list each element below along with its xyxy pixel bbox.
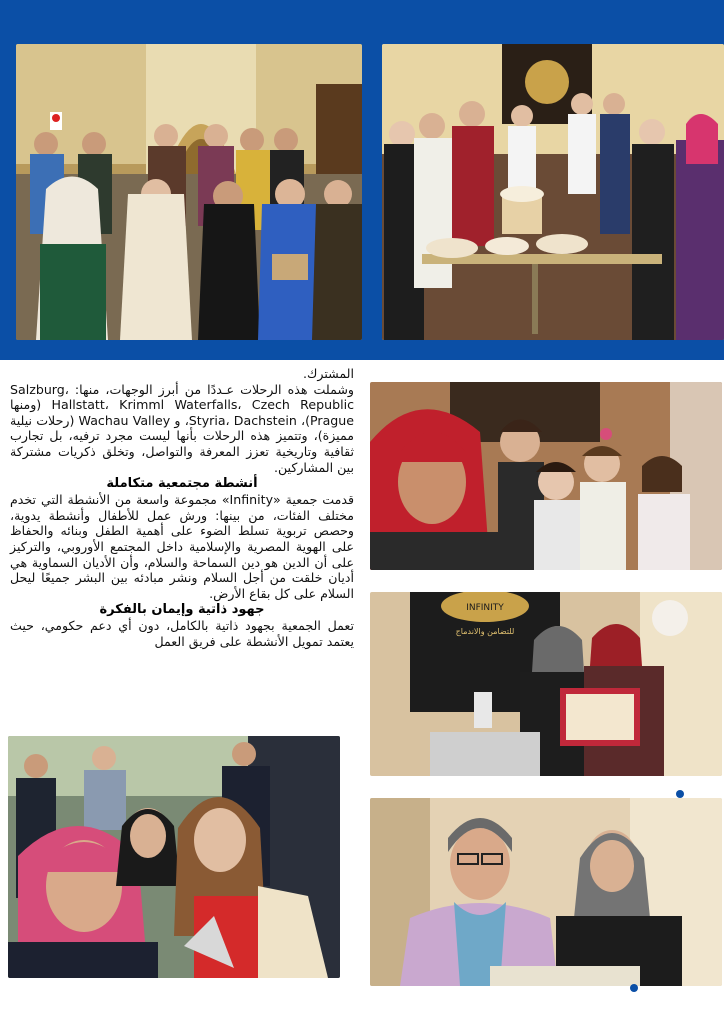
- article-text-column: [10, 366, 354, 650]
- trips-paragraph: وشملت هذه الرحلات عـددًا من أبرز الوجهات، منها: Salzburg، Hallstatt، Krimml Waterfalls، Czech Republic (ومنها Prague)، Styria، Dachstein، و Wachau Valley (رحلات نيلية مميزة)، وتتميز هذه الرحلات بأنها ليست مجرد ترفيه، بل تجارب ثقافية وتاريخية تعزز المعرفة والتواصل، وتخلق ذكريات مشتركة بين المشاركين.: [10, 381, 355, 475]
- decorative-dot: [676, 790, 684, 798]
- heading-self-efforts: جهود ذاتية وإيمان بالفكرة: [99, 602, 265, 618]
- photo-certificate-presentation: [370, 592, 722, 776]
- photo-celebration-cake: [382, 44, 724, 340]
- heading-community-activities: أنشطة مجتمعية متكاملة: [106, 476, 258, 492]
- decorative-dot: [630, 984, 638, 992]
- funding-paragraph: تعمل الجمعية بجهود ذاتية بالكامل، دون أي دعم حكومي، حيث يعتمد تمويل الأنشطة على فريق العمل: [10, 618, 354, 649]
- photo-two-women: [370, 798, 722, 986]
- photo-outdoor-selfie: [8, 736, 340, 978]
- intro-line: المشترك.: [303, 366, 354, 381]
- photo-women-group-mosque: [16, 44, 362, 340]
- banner-subtext: للتضامن والاندماج: [455, 627, 515, 636]
- banner-text: INFINITY: [466, 603, 504, 613]
- photo-selfie-children: [370, 382, 722, 570]
- activities-paragraph: قدمت جمعية «Infinity» مجموعة واسعة من الأنشطة التي تخدم مختلف الفئات، من بينها: ورش عمل للأطفال وأنشطة يدوية، وحصص تربوية تسلط الضوء على أهمية الطفل وبنائه والحفاظ على الهوية المصرية والإسلامية داخل المجتمع الأوروبي، والتركيز على أن الدين هو دين السماحة والسلام، وأن الأديان السماوية هي أديان خلقت من أجل السلام ونشر مبادئه بين البشر جميعًا ليحل السلام على كل بقاع الأرض.: [10, 492, 354, 601]
